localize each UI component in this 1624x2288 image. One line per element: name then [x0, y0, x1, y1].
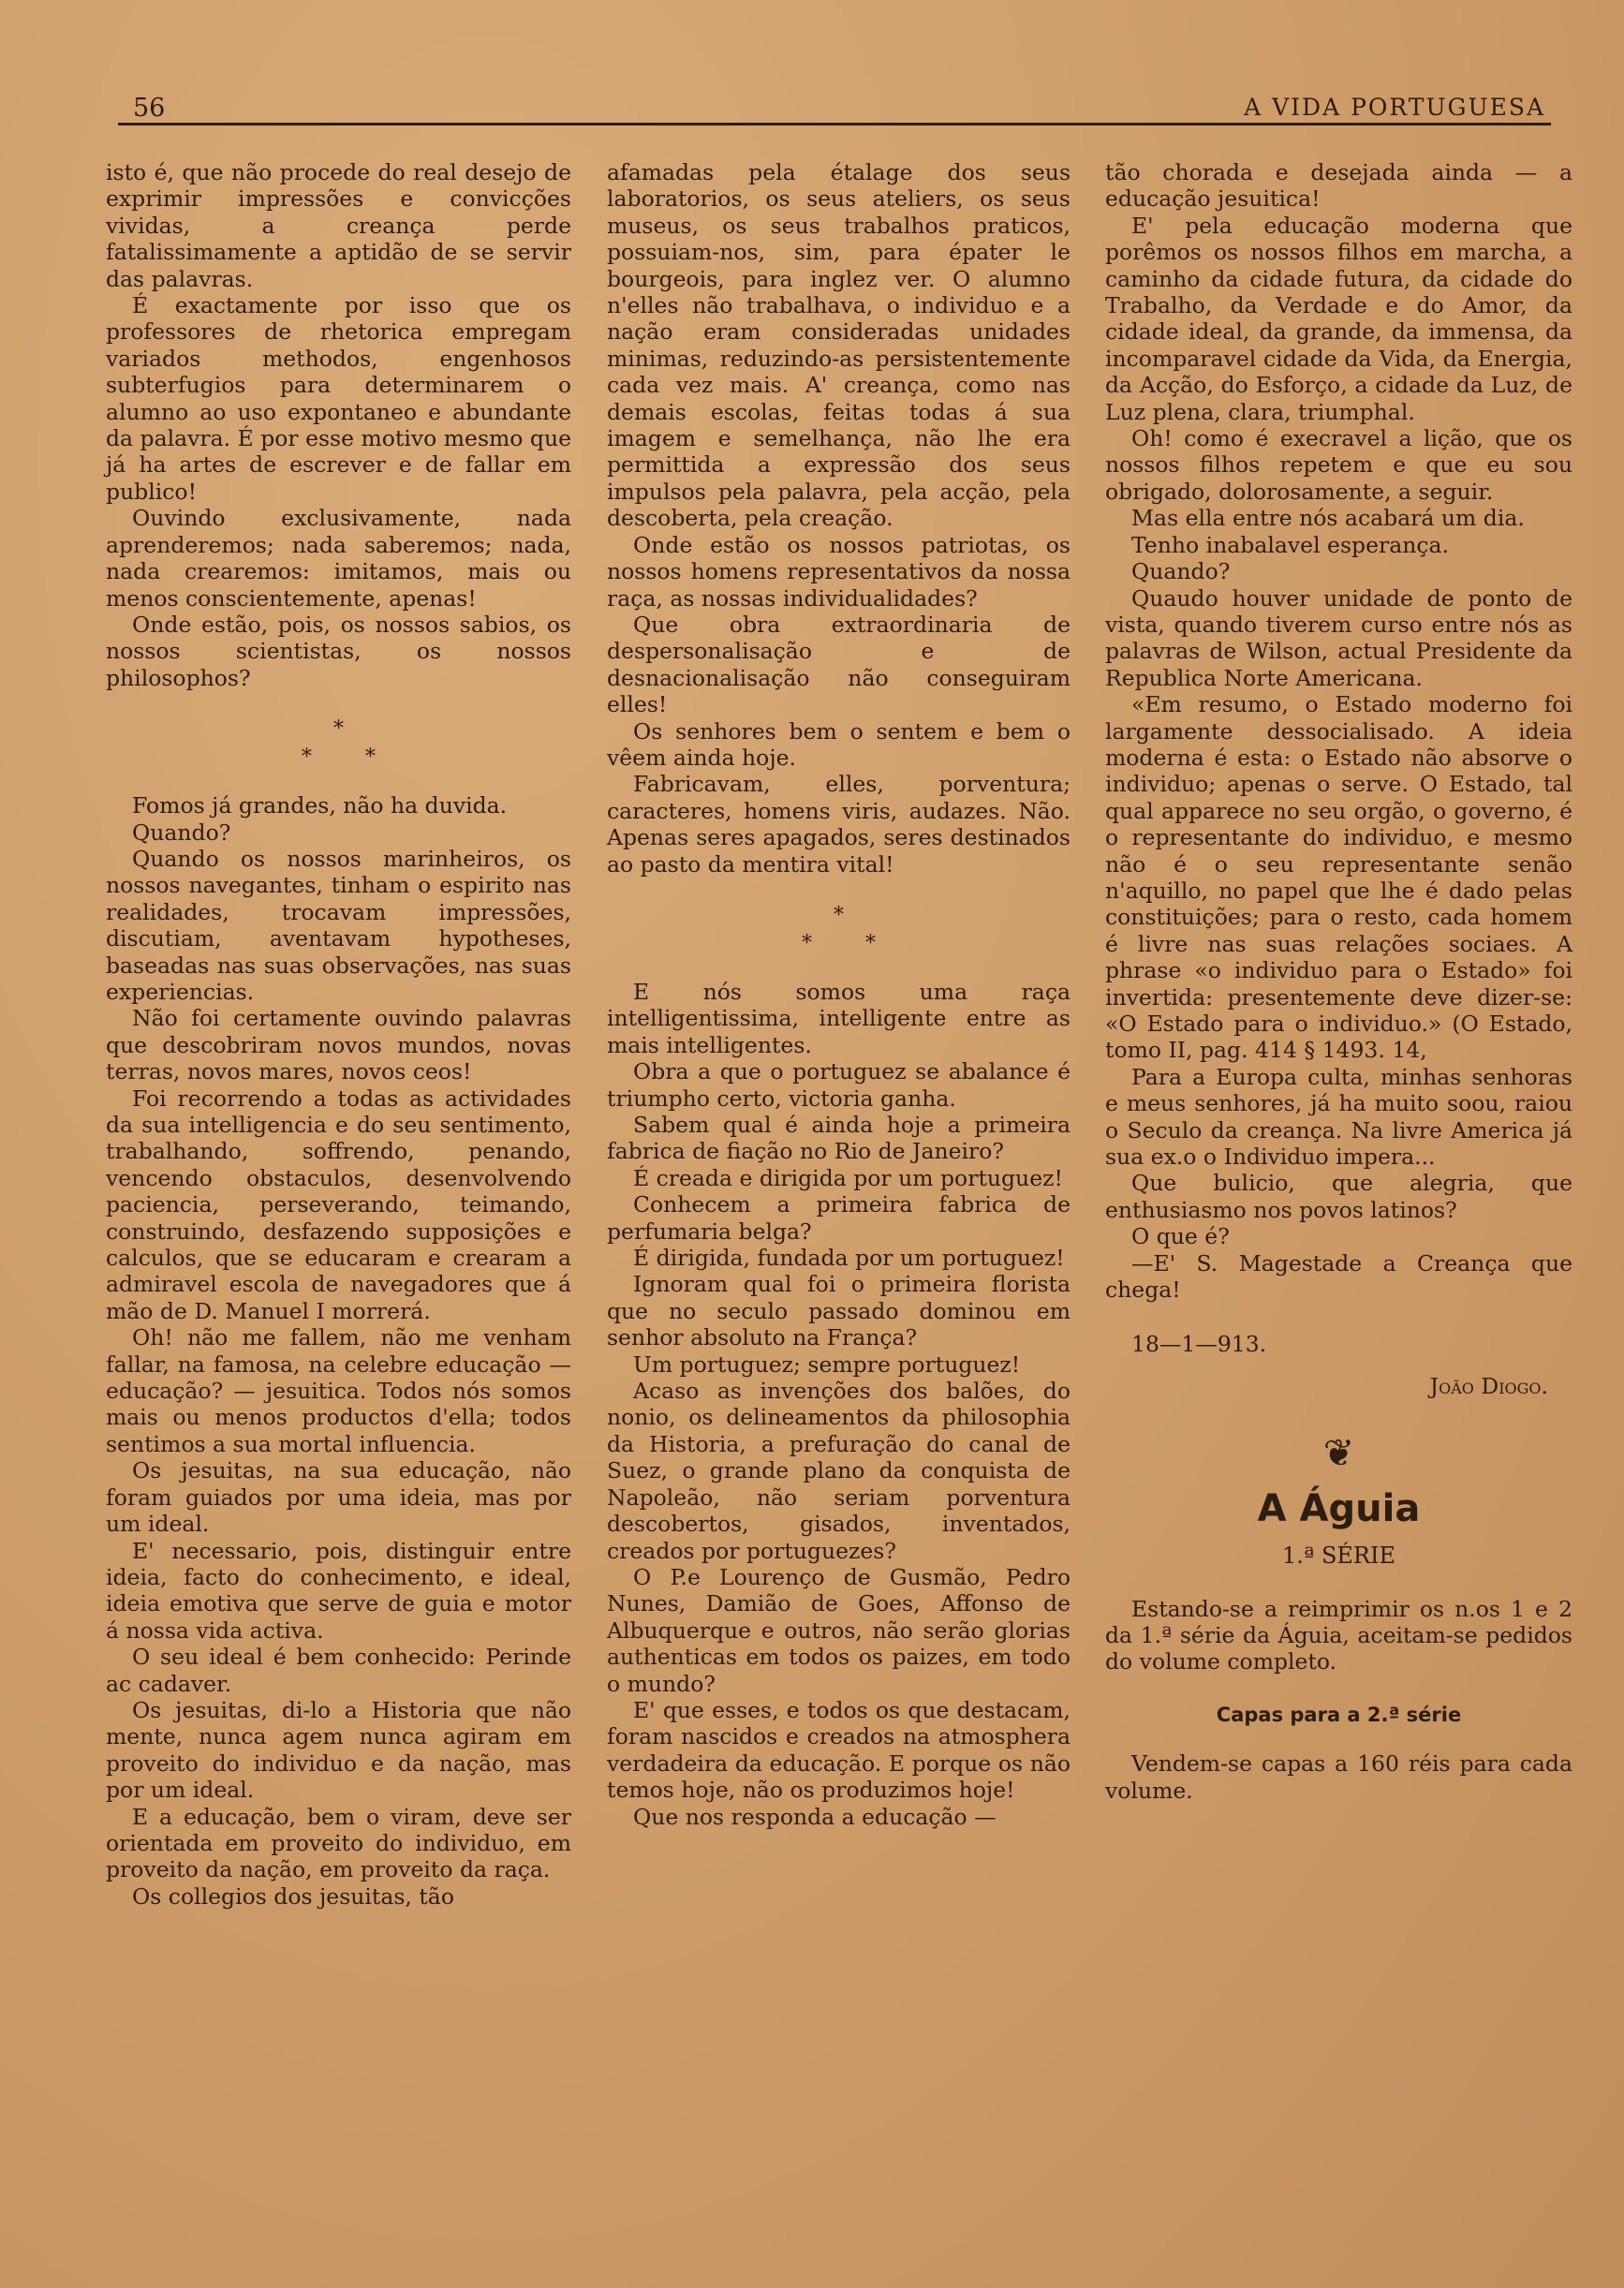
paragraph: Ouvindo exclusivamente, nada aprenderemos; nada saberemos; nada, nada crearemos: imitamos, mais ou menos conscientemente, apenas! — [106, 505, 571, 612]
fleuron-ornament-icon: ❦ — [1322, 1432, 1355, 1476]
paragraph: E nós somos uma raça intelligentissima, intelligente entre as mais intelligentes. — [607, 978, 1070, 1058]
paragraph: Quando? — [1131, 558, 1231, 585]
column-2 — [607, 159, 1070, 1830]
paragraph: Quaudo houver unidade de ponto de vista, quando tiverem curso entre nós as palavras de Wilson, actual Presidente da Republica Norte Americana. — [1105, 584, 1572, 691]
paragraph: Para a Europa culta, minhas senhoras e meus senhores, já ha muito soou, raiou o Seculo da creança. Na livre America já sua ex.o o Individuo impera... — [1105, 1063, 1572, 1171]
paragraph: «Em resumo, o Estado moderno foi largamente dessocialisado. A ideia moderna é esta: o Estado não absorve o individuo; apenas o serve. O Estado, tal qual apparece no seu orgão, o governo, é o representante do individuo, e mesmo não é o seu representante senão n'aquillo, no papel que lhe é dado pelas constituições; para o resto, cada homem é livre nas suas relações sociaes. A phrase «o individuo para o Estado» foi invertida: presentemente deve dizer-se: «O Estado para o individuo.» (O Estado, tomo II, pag. 414 § 1493. 14, — [1105, 691, 1572, 1064]
paragraph: Que bulicio, que alegria, que enthusiasmo nos povos latinos? — [1105, 1170, 1572, 1223]
paragraph: Oh! como é execravel a lição, que os nossos filhos repetem e que eu sou obrigado, dolorosamente, a seguir. — [1105, 425, 1572, 505]
paragraph: Os jesuitas, di-lo a Historia que não mente, nunca agem nunca agiram em proveito do individuo e da nação, mas por um ideal. — [106, 1696, 571, 1804]
paragraph: Um portuguez; sempre portuguez! — [633, 1351, 1021, 1378]
column-3 — [1105, 159, 1572, 1804]
paragraph: —E' S. Magestade a Creança que chega! — [1105, 1249, 1572, 1304]
article-date: 18—1—913. — [1131, 1331, 1267, 1358]
paragraph: Que obra extraordinaria de despersonalisação e de desnacionalisação não conseguiram elles! — [607, 611, 1070, 718]
section-divider-stars: * * * — [302, 717, 376, 770]
paragraph: É exactamente por isso que os professores de rhetorica empregam variados methodos, engenhosos subterfugios para determinarem o alumno ao uso expontaneo e abundante da palavra. É por esse motivo mesmo que já ha artes de escrever e de fallar em publico! — [106, 292, 572, 505]
paragraph: O seu ideal é bem conhecido: Perinde ac cadaver. — [106, 1644, 571, 1697]
paragraph: afamadas pela étalage dos seus laboratorios, os seus ateliers, os seus museus, os seus trabalhos praticos, possuiam-nos, sim, para épater le bourgeois, para inglez ver. O alumno n'elles não trabalhava, o individuo e a nação eram consideradas unidades minimas, reduzindo-as persistentemente cada vez mais. A' creança, como nas demais escolas, feitas todas á sua imagem e semelhança, não lhe era permittida a expressão dos seus impulsos pela palavra, pela acção, pela descoberta, pela creação. — [607, 159, 1070, 532]
paragraph: O P.e Lourenço de Gusmão, Pedro Nunes, Damião de Goes, Affonso de Albuquerque e outros, não serão glorias authenticas em todos os paizes, em todo o mundo? — [607, 1563, 1070, 1697]
paragraph: E' pela educação moderna que porêmos os nossos filhos em marcha, a caminho da cidade futura, da cidade do Trabalho, da Verdade e do Amor, da cidade ideal, da grande, da immensa, da incomparavel cidade da Vida, da Energia, da Acção, do Esforço, a cidade da Luz, de Luz plena, clara, triumphal. — [1105, 212, 1572, 425]
section-divider-stars: * * * — [802, 903, 876, 955]
paragraph: Quando? — [132, 819, 231, 846]
paragraph: Que nos responda a educação — — [633, 1803, 997, 1830]
paragraph: Sabem qual é ainda hoje a primeira fabrica de fiação no Rio de Janeiro? — [607, 1112, 1070, 1165]
paragraph: isto é, que não procede do real desejo de exprimir impressões e convicções vividas, a creança perde fatalissimamente a aptidão de se servir das palavras. — [106, 159, 571, 292]
paragraph: E' que esses, e todos os que destacam, foram nascidos e creados na atmosphera verdadeira da educação. E porque os não temos hoje, não os produzimos hoje! — [607, 1696, 1070, 1804]
paragraph: Não foi certamente ouvindo palavras que descobriram novos mundos, novas terras, novos mares, novos ceos! — [106, 1005, 571, 1085]
paragraph: Os jesuitas, na sua educação, não foram guiados por uma ideia, mas por um ideal. — [106, 1457, 571, 1538]
paragraph: Quando os nossos marinheiros, os nossos navegantes, tinham o espirito nas realidades, trocavam impressões, discutiam, aventavam hypotheses, baseadas nas suas observações, nas suas experiencias. — [106, 845, 571, 1005]
page-number: 56 — [133, 94, 166, 123]
paragraph: Os senhores bem o sentem e bem o vêem ainda hoje. — [607, 717, 1070, 771]
paragraph: Tenho inabalavel esperança. — [1131, 531, 1449, 558]
paragraph: Fomos já grandes, não ha duvida. — [132, 792, 508, 819]
paragraph: É creada e dirigida por um portuguez! — [633, 1164, 1063, 1191]
paragraph: Onde estão, pois, os nossos sabios, os nossos scientistas, os nossos philosophos? — [106, 611, 571, 691]
column-1 — [106, 159, 571, 1910]
paragraph: E a educação, bem o viram, deve ser orientada em proveito do individuo, em proveito da nação, em proveito da raça. — [106, 1803, 571, 1883]
paragraph: Acaso as invenções dos balões, do nonio, os delineamentos da philosophia da Historia, a prefuração do canal de Suez, o grande plano da conquista de Napoleão, não seriam porventura descobertos, gisados, inventados, creados por portuguezes? — [607, 1378, 1070, 1564]
paragraph: É dirigida, fundada por um portuguez! — [633, 1245, 1065, 1272]
paragraph: O que é? — [1131, 1223, 1230, 1250]
serie-subheading: 1.ª SÉRIE — [1282, 1543, 1395, 1570]
aguia-heading: A Águia — [1257, 1486, 1421, 1530]
running-head: A VIDA PORTUGUESA — [1244, 94, 1545, 121]
paragraph: Onde estão os nossos patriotas, os nossos homens representativos da nossa raça, as nossas individualidades? — [607, 531, 1070, 612]
paragraph: Oh! não me fallem, não me venham fallar, na famosa, na celebre educação — educação? — jesuitica. Todos nós somos mais ou menos productos d'ella; todos sentimos a sua mortal influencia. — [106, 1324, 571, 1457]
paragraph: Fabricavam, elles, porventura; caracteres, homens viris, audazes. Não. Apenas seres apagados, seres destinados ao pasto da mentira vital! — [607, 771, 1070, 878]
capas-heading: Capas para a 2.ª série — [1216, 1703, 1462, 1726]
paragraph: Conhecem a primeira fabrica de perfumaria belga? — [607, 1191, 1070, 1245]
paragraph: E' necessario, pois, distinguir entre ideia, facto do conhecimento, e ideal, ideia emotiva que serve de guia e motor á nossa vida activa. — [106, 1537, 571, 1644]
paragraph: Obra a que o portuguez se abalance é triumpho certo, victoria ganha. — [607, 1058, 1070, 1112]
paragraph: tão chorada e desejada ainda — a educação jesuitica! — [1105, 159, 1572, 213]
header-rule — [118, 123, 1551, 125]
paragraph: Ignoram qual foi o primeira florista que no seculo passado dominou em senhor absoluto na França? — [607, 1271, 1070, 1351]
paragraph: Mas ella entre nós acabará um dia. — [1131, 505, 1525, 532]
aguia-notice: Estando-se a reimprimir os n.os 1 e 2 da 1.ª série da Águia, aceitam-se pedidos do volume completo. — [1105, 1595, 1572, 1675]
article-author: João Diogo. — [1429, 1372, 1548, 1399]
paragraph: Foi recorrendo a todas as actividades da sua intelligencia e do seu sentimento, trabalhando, soffrendo, penando, vencendo obstaculos, desenvolvendo paciencia, perseverando, teimando, construindo, desfazendo supposições e calculos, que se educaram e crearam a admiravel escola de navegadores que á mão de D. Manuel I morrerá. — [106, 1085, 571, 1324]
capas-notice: Vendem-se capas a 160 réis para cada volume. — [1105, 1750, 1572, 1804]
paragraph: Os collegios dos jesuitas, tão — [132, 1882, 454, 1910]
